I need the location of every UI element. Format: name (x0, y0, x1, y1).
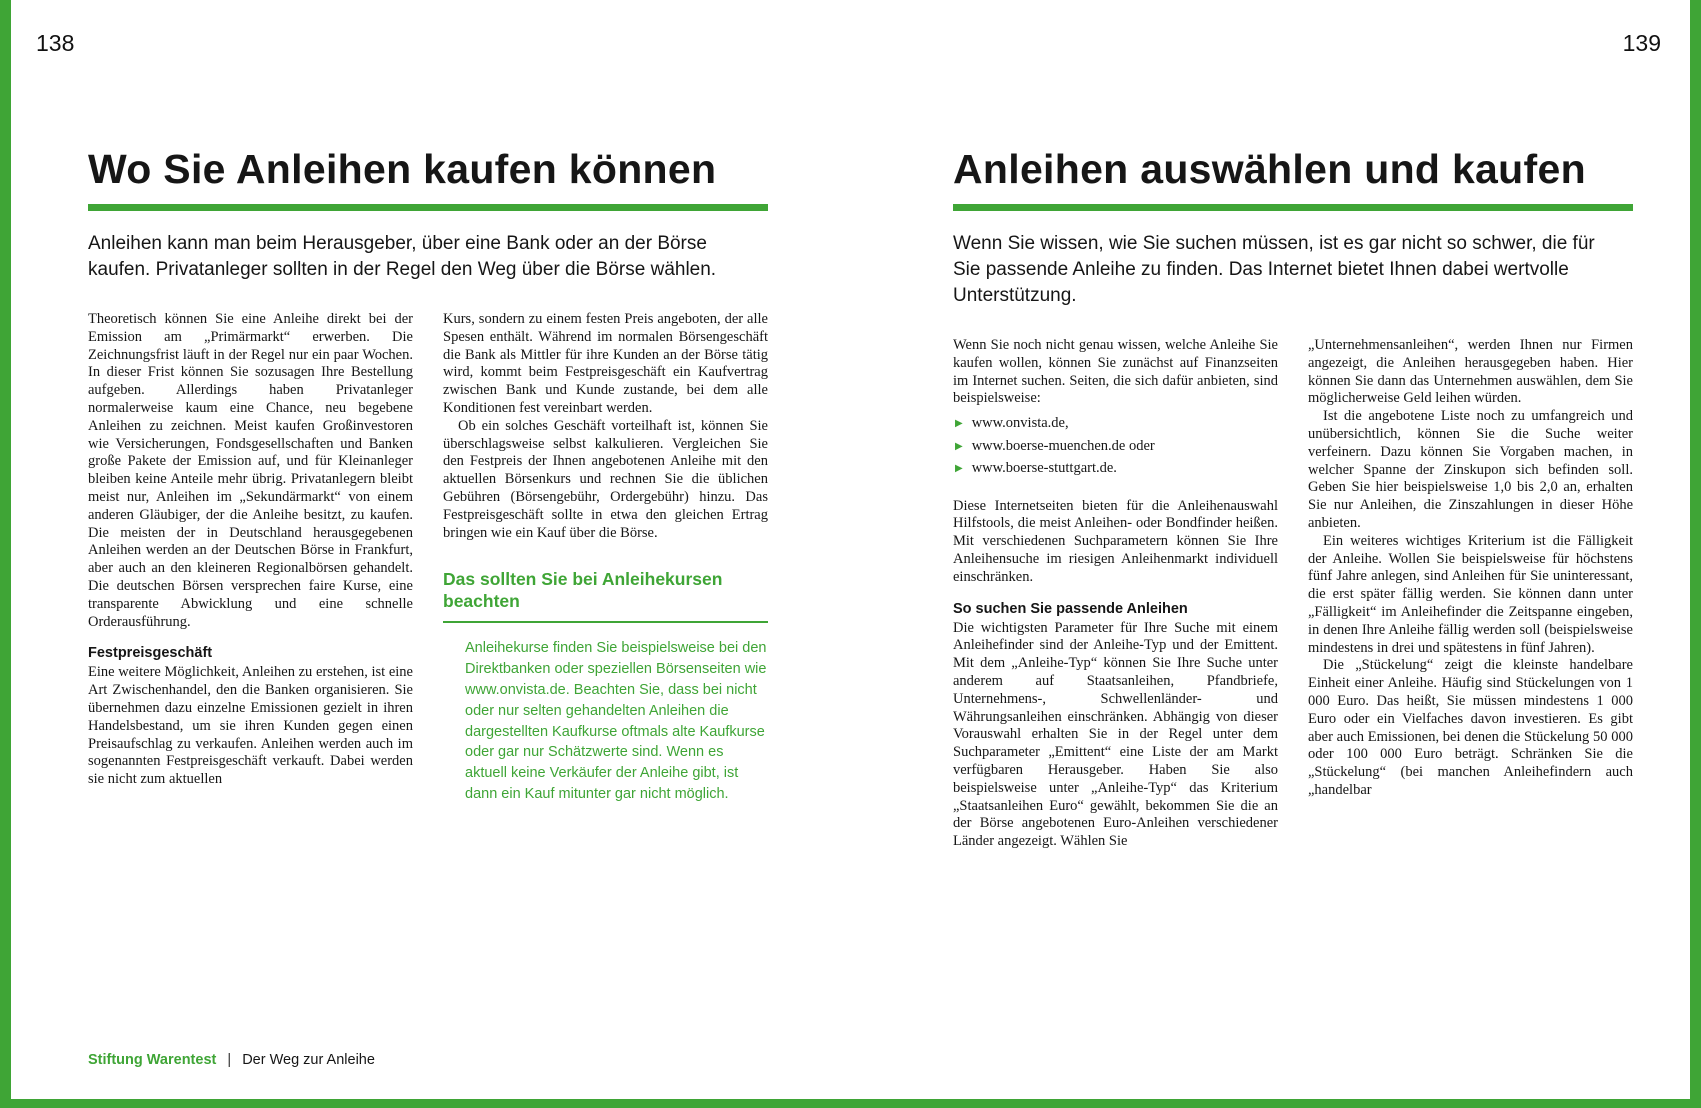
body-paragraph: Ob ein solches Geschäft vorteilhaft ist, können Sie überschlagsweise selbst kalkulieren. Vergleichen Sie den Festpreis der Ihnen angebotenen Anleihe mit den aktuellen Börsenkurs und rechnen Sie die üblichen Gebühren (Börsengebühr, Ordergebühr) hinzu. Das Festpreisgeschäft sollte in etwa den gleichen Ertrag bringen wie ein Kauf über die Börse. (443, 417, 768, 541)
list-item (955, 413, 1278, 436)
page-right (953, 146, 1633, 851)
lead-paragraph-left: Anleihen kann man beim Herausgeber, über eine Bank oder an der Börse kaufen. Privatanleger sollten in der Regel den Weg über die Börse wählen. (88, 233, 717, 280)
subhead-so-suchen-sie: So suchen Sie passende Anleihen (953, 600, 1188, 617)
body-paragraph: „Unternehmensanleihen“, werden Ihnen nur Firmen angezeigt, die Anleihen herausgegeben haben. Hier können Sie dann das Unternehmen auswählen, dem Sie möglicherweise Geld leihen würden. (1308, 337, 1633, 407)
tip-box-rule (443, 621, 768, 623)
column-2-right (1308, 337, 1633, 851)
list-item (955, 436, 1278, 459)
body-paragraph: Die „Stückelung“ zeigt die kleinste handelbare Einheit einer Anleihe. Häufig sind Stückelungen von 1 000 Euro. Das heißt, Sie müssen mindestens 1 000 Euro oder ein Vielfaches davon investieren. Es gibt aber auch Emissionen, bei denen die Stückelung 50 000 oder 100 000 Euro beträgt. Schränken Sie die „Stückelung“ (bei manchen Anleihefindern auch „handelbar (1308, 657, 1633, 798)
column-1-right (953, 337, 1278, 851)
page-number-right: 139 (1622, 30, 1661, 56)
title-rule-left (88, 204, 768, 211)
bullet-arrow-icon: ▶ (955, 440, 963, 452)
lead-paragraph-right: Wenn Sie wissen, wie Sie suchen müssen, ist es gar nicht so schwer, die für Sie passende Anleihe zu finden. Das Internet bietet Ihnen dabei wertvolle Unterstützung. (953, 233, 1595, 306)
footer-brand: Stiftung Warentest (88, 1052, 217, 1068)
page-number-left: 138 (36, 30, 75, 56)
body-paragraph: Ist die angebotene Liste noch zu umfangreich und unübersichtlich, können Sie die Suche weiter verfeinern. Dazu können Sie Vorgaben machen, in welcher Spanne der Zinskupon sich befinden soll. Geben Sie hier beispielsweise 1,0 bis 2,0 an, erhalten Sie nur Anleihen, die Zinszahlungen in dieser Höhe anbieten. (1308, 408, 1633, 531)
accent-bar-left (0, 0, 11, 1108)
column-1-left (88, 311, 413, 805)
bullet-arrow-icon: ▶ (955, 463, 963, 475)
body-paragraph: Ein weiteres wichtiges Kriterium ist die Fälligkeit der Anleihe. Wollen Sie beispielsweise für höchstens fünf Jahre anlegen, sind Anleihen für Sie uninteressant, die erst später fällig werden. Sie können dann unter „Fälligkeit“ im Anleihefinder die Zeitspanne eingeben, in denen Ihre Anleihe fällig werden soll (beispielsweise mindestens in drei und spätestens in fünf Jahren). (1308, 532, 1633, 656)
footer-separator: | (227, 1052, 232, 1068)
body-columns-right (953, 337, 1633, 851)
body-paragraph: Theoretisch können Sie eine Anleihe direkt bei der Emission am „Primärmarkt“ erwerben. Die Zeichnungsfrist läuft in der Regel nur ein paar Wochen. In dieser Frist können Sie sozusagen Ihre Bestellung aufgeben. Allerdings haben Privatanleger normalerweise kaum eine Chance, neu begebene Anleihen zu zeichnen. Meist kaufen Großinvestoren wie Versicherungen, Fondsgesellschaften und Banken große Pakete der Emission auf, und für Kleinanleger bleiben keine Anteile mehr übrig. Privatanlegern bleibt meist nur, Anleihen im „Sekundärmarkt“ von einem anderen Gläubiger, der die Anleihe besitzt, zu kaufen. Die meisten der in Deutschland herausgegebenen Anleihen werden an der Deutschen Börse in Frankfurt, aber auch an den kleineren Regionalbörsen gehandelt. Die deutschen Börsen versprechen faire Kurse, eine transparente Abwicklung und eine schnelle Orderausführung. (88, 311, 413, 630)
subhead-festpreisgeschaeft: Festpreisgeschäft (88, 645, 213, 662)
page-title-right: Anleihen auswählen und kaufen (953, 146, 1586, 192)
body-paragraph: Diese Internetseiten bieten für die Anleihenauswahl Hilfstools, die meist Anleihen- oder Bondfinder heißen. Mit verschiedenen Suchparametern können Sie Ihre Anleihensuche im riesigen Anleihenmarkt individuell einschränken. (953, 497, 1278, 585)
bullet-url-text: www.boerse-muenchen.de oder (971, 437, 1155, 454)
bullet-arrow-icon: ▶ (955, 418, 963, 430)
accent-bar-bottom (0, 1099, 1701, 1108)
column-2-left (443, 311, 768, 805)
body-paragraph: Eine weitere Möglichkeit, Anleihen zu erstehen, ist eine Art Zwischenhandel, den die Banken organisieren. Sie übernehmen dazu einzelne Emissionen gezielt in ihren Handelsbestand, um sie ihren Kunden gegen einen Preisaufschlag zu verkaufen. Anleihen werden auch im sogenannten Festpreisgeschäft verkauft. Dabei werden sie nicht zum aktuellen (88, 664, 413, 788)
body-paragraph: Wenn Sie noch nicht genau wissen, welche Anleihe Sie kaufen wollen, können Sie zunächst auf Finanzseiten im Internet suchen. Seiten, die sich dafür anbieten, sind beispielsweise: (953, 337, 1278, 407)
page-left (88, 146, 768, 805)
footer-section-title: Der Weg zur Anleihe (242, 1052, 375, 1068)
page-title-left: Wo Sie Anleihen kaufen können (88, 146, 717, 192)
bullet-url-text: www.boerse-stuttgart.de. (971, 460, 1117, 477)
bullet-url-text: www.onvista.de, (971, 415, 1069, 432)
title-rule-right (953, 204, 1633, 211)
running-footer (88, 1052, 375, 1068)
accent-bar-right (1690, 0, 1701, 1108)
body-columns-left (88, 311, 768, 805)
link-bullet-list (955, 413, 1278, 481)
tip-box-text: Anleihekurse finden Sie beispielsweise bei den Direktbanken oder speziellen Börsenseiten wie www.onvista.de. Beachten Sie, dass bei nicht oder nur selten gehandelten Anleihen die dargestellten Kaufkurse oftmals alte Kaufkurse oder gar nur Schätzwerte sind. Wenn es aktuell keine Verkäufer der Anleihe gibt, ist dann ein Kauf mitunter gar nicht möglich. (465, 640, 767, 802)
tip-box-heading: Das sollten Sie bei Anleihekursen beachten (443, 569, 723, 612)
body-paragraph: Kurs, sondern zu einem festen Preis angeboten, der alle Spesen enthält. Während im normalen Börsengeschäft die Bank als Mittler für ihre Kunden an der Börse tätig wird, kommt beim Festpreisgeschäft ein Kaufvertrag zwischen Bank und Kunde zustande, bei dem alle Konditionen fest vereinbart werden. (443, 311, 768, 416)
list-item (955, 458, 1278, 481)
body-paragraph: Die wichtigsten Parameter für Ihre Suche mit einem Anleihefinder sind der Anleihe-Typ und der Emittent. Mit dem „Anleihe-Typ“ können Sie Ihre Suche unter anderem auf Staatsanleihen, Pfandbriefe, Unternehmens-, Schwellenländer- und Währungsanleihen einschränken. Abhängig von dieser Vorauswahl erhalten Sie in der Regel unter dem Suchparameter „Emittent“ eine Liste der am Markt verfügbaren Herausgeber. Haben Sie also beispielsweise unter „Anleihe-Typ“ das Kriterium „Staatsanleihen Euro“ gewählt, bekommen Sie die an der Börse angebotenen Euro-Anleihen verschiedener Länder angezeigt. Wählen Sie (953, 619, 1278, 850)
